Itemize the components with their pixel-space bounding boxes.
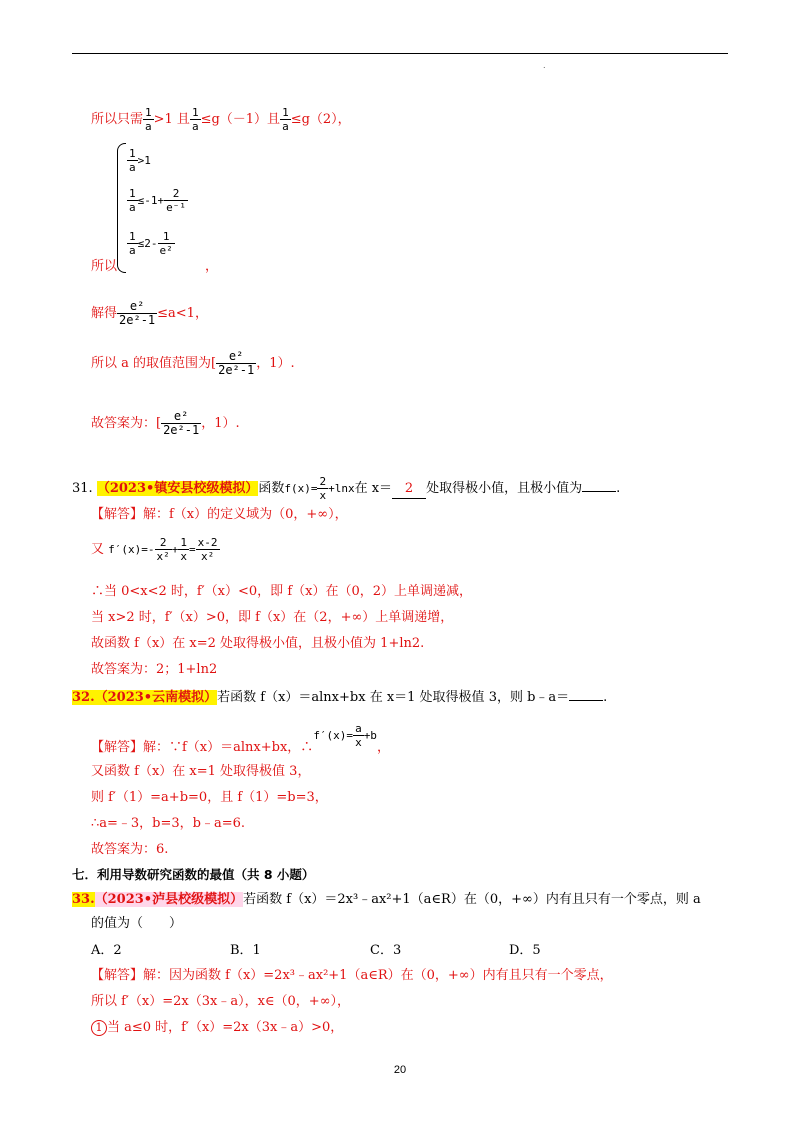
section-7-heading: 七．利用导数研究函数的最值（共 8 小题） [72,867,315,882]
q32-step-3: 则 f′（1）=a+b=0，且 f（1）=b=3， [91,790,328,805]
option-a: A．2 [91,943,122,958]
q33-step-1: 【解答】解：因为函数 f（x）=2x³﹣ax²+1（a∈R）在（0，+∞）内有且只有一个零点， [91,968,613,983]
empty-blank-31 [582,491,616,492]
q31-step-4: 当 x>2 时，f′（x）>0，即 f（x）在（2，+∞）上单调递增， [91,610,454,625]
source-tag-31: （2023•镇安县校级模拟） [96,481,259,496]
q33-step-2: 所以 f′（x）=2x（3x﹣a），x∈（0，+∞）， [91,994,351,1009]
system-brace [117,143,126,273]
source-tag-33: （2023•泸县校级模拟） [94,892,244,907]
option-d: D．5 [509,943,541,958]
option-b: B．1 [230,943,261,958]
question-32: 32.（2023•云南模拟）若函数 f（x）＝alnx+bx 在 x＝1 处取得极值 3，则 b﹣a＝ . [72,690,608,705]
system-end: ， [205,259,219,274]
q31-step-2: 又 f′(x)=- $\frac{2}{\text{x²}}$ + $\frac{1}{x}$ = $\frac{x-2}{\text{x²}}$ [91,536,218,563]
system-lead: 所以 [91,259,118,274]
header-dot: . [543,61,546,70]
source-tag-32: （2023•云南模拟） [94,690,218,705]
page-number: 20 [393,1064,407,1076]
circled-number-1: 1 [91,1020,107,1036]
line-range: 所以 a 的取值范围为[ $\frac{\text{e²}}{\text{2e²-1}}$ ，1）. [91,349,295,377]
frac-1a: $\frac{1}{a}$ [145,106,152,133]
question-31: 31. （2023•镇安县校级模拟）函数f(x)= $\frac{2}{x}$ +lnx在 x＝ 2 处取得极小值，且极小值为 . [72,475,621,502]
header-rule [72,53,728,54]
system-row-3: $\frac{1}{a}$ ≤2- $\frac{1}{\text{e²}}$ [129,230,173,257]
answer-blank-31: 2 [392,480,426,499]
line-solve: 解得 $\frac{\text{e²}}{\text{2e²-1}}$ ≤a<1， [91,299,208,327]
q31-step-5: 故函数 f（x）在 x=2 处取得极小值，且极小值为 1+ln2. [91,636,425,651]
frac-1a-2: $\frac{1}{a}$ [191,106,199,133]
line-only-need: 所以只需 $\frac{1}{a}$ >1 且 $\frac{1}{a}$ ≤g（－1）且 $\frac{1}{a}$ ≤g（2）， [91,106,351,133]
frac-1a-3: $\frac{1}{a}$ [282,106,289,133]
empty-blank-32 [569,700,603,701]
q32-step-2: 又函数 f（x）在 x=1 处取得极值 3， [91,764,311,779]
question-number-32: 32. [72,690,95,705]
q31-step-3: ∴当 0<x<2 时，f′（x）<0，即 f（x）在（0，2）上单调递减， [91,584,472,599]
option-c: C．3 [370,943,402,958]
line-answer-30: 故答案为：[ $\frac{\text{e²}}{\text{2e²-1}}$ ，1）. [91,409,240,437]
question-33-line-2: 的值为（ ） [91,916,183,931]
q32-step-4: ∴a=﹣3，b=3，b﹣a=6. [91,816,246,831]
question-number-33: 33. [72,892,95,907]
system-row-2: $\frac{1}{a}$ ≤-1+ $\frac{2}{\text{e⁻¹}}$ [129,187,186,214]
q31-answer: 故答案为：2；1+ln2 [91,662,218,677]
system-row-1: $\frac{1}{a}$ >1 [129,147,151,174]
q32-step-1: 【解答】解：∵f（x）＝alnx+bx，∴$^{f'(x)=}$ $\frac{a}{x}$ $^{+b}$， [91,722,390,755]
q31-step-1: 【解答】解：f（x）的定义域为（0，+∞）， [91,507,348,522]
q33-step-3: 1 当 a≤0 时，f′（x）=2x（3x﹣a）>0， [91,1019,343,1037]
q32-answer: 故答案为：6. [91,842,169,857]
question-33: 33.（2023•泸县校级模拟）若函数 f（x）＝2x³﹣ax²+1（a∈R）在（0，+∞）内有且只有一个零点，则 a [72,892,701,907]
